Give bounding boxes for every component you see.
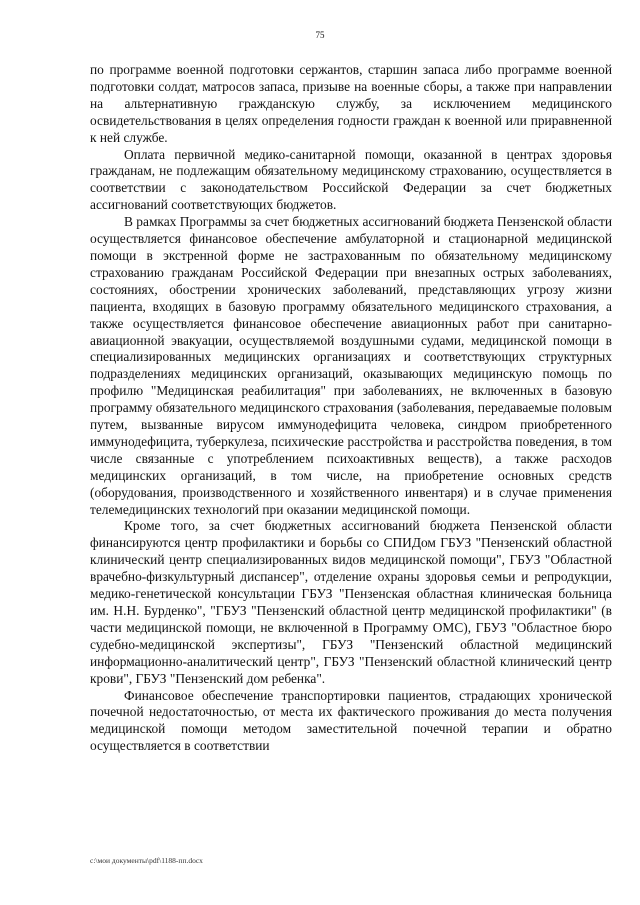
footer-file-path: c:\мои документы\pdf\1188-пп.docx (90, 856, 203, 865)
page-number: 75 (315, 30, 325, 40)
paragraph-transport-funding: Финансовое обеспечение транспортировки пациентов, страдающих хронической почечной недостаточностью, от места их фактического проживания до места получения медицинской помощи методом заместительной почечной терапии и обратно осуществляется в соответствии (90, 687, 612, 754)
paragraph-additional-funding: Кроме того, за счет бюджетных ассигнований бюджета Пензенской области финансируются центр профилактики и борьбы со СПИДом ГБУЗ "Пензенский областной клинический центр специализированных видов медицинской помощи", ГБУЗ "Областной врачебно-физкультурный диспансер", отделение охраны здоровья семьи и репродукции, медико-генетической консультации ГБУЗ "Пензенская областная клиническая больница им. Н.Н. Бурденко", "ГБУЗ "Пензенский областной центр медицинской профилактики" (в части медицинской помощи, не включенной в Программу ОМС), ГБУЗ "Областное бюро судебно-медицинской экспертизы", ГБУЗ "Пензенский областной медицинский информационно-аналитический центр", ГБУЗ "Пензенский областной клинический центр крови", ГБУЗ "Пензенский дом ребенка". (90, 518, 612, 686)
paragraph-health-centers: Оплата первичной медико-санитарной помощи, оказанной в центрах здоровья гражданам, не подлежащим обязательному медицинскому страхованию, осуществляется в соответствии с законодательством Российской Федерации за счет бюджетных ассигнований соответствующих бюджетов. (90, 146, 612, 213)
paragraph-continuation: по программе военной подготовки сержантов, старшин запаса либо программе военной подготовки солдат, матросов запаса, призыве на военные сборы, а также при направлении на альтернативную гражданскую службу, за исключением медицинского освидетельствования в целях определения годности граждан к военной или приравненной к ней службе. (90, 62, 612, 145)
document-body (90, 62, 612, 755)
paragraph-program-funding: В рамках Программы за счет бюджетных ассигнований бюджета Пензенской области осуществляется финансовое обеспечение амбулаторной и стационарной медицинской помощи в экстренной форме не застрахованным по обязательному медицинскому страхованию гражданам Российской Федерации при внезапных острых заболеваниях, состояниях, обострении хронических заболеваний, представляющих угрозу жизни пациента, входящих в базовую программу обязательного медицинского страхования, а также осуществляется финансовое обеспечение авиационных работ при санитарно-авиационной эвакуации, осуществляемой воздушными судами, медицинской помощи в специализированных медицинских организациях и соответствующих структурных подразделениях медицинских организаций, оказывающих медицинскую помощь по профилю "Медицинская реабилитация" при заболеваниях, не включенных в базовую программу обязательного медицинского страхования (заболевания, передаваемые половым путем, вызванные вирусом иммунодефицита человека, синдром приобретенного иммунодефицита, туберкулеза, психические расстройства и расстройства поведения, в том числе связанные с употреблением психоактивных веществ), а также расходов медицинских организаций, в том числе, на приобретение основных средств (оборудования, производственного и хозяйственного инвентаря) и в случае применения телемедицинских технологий при оказании медицинской помощи. (90, 214, 612, 517)
